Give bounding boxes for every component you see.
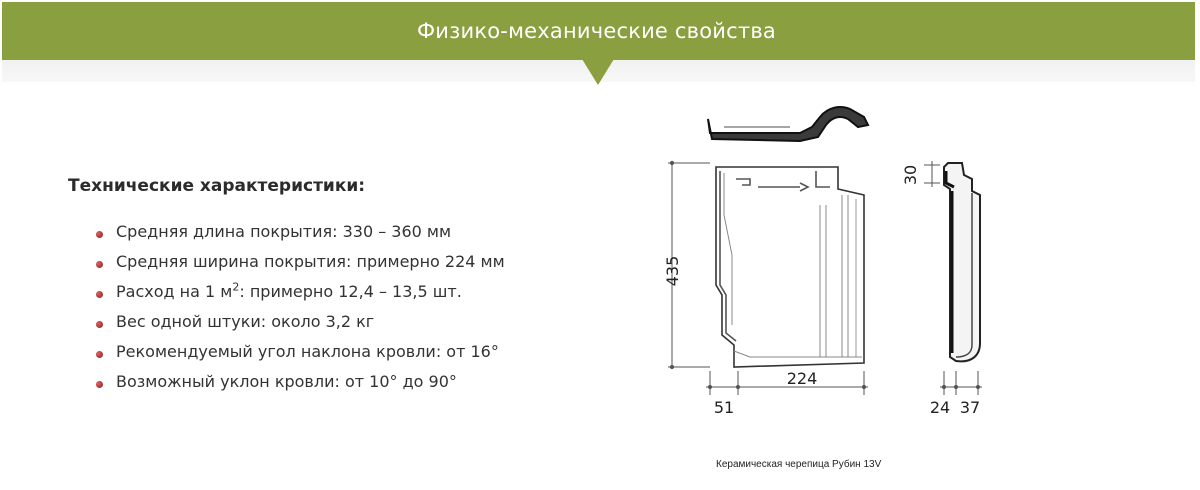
spec-item-weight bbox=[96, 310, 505, 340]
bullet-icon bbox=[96, 381, 103, 388]
dimension-overlap-label: 51 bbox=[713, 398, 735, 417]
tile-side-view bbox=[944, 163, 980, 361]
bullet-icon bbox=[96, 261, 103, 268]
spec-text: Рекомендуемый угол наклона кровли: от 16° bbox=[116, 342, 499, 361]
bullet-icon bbox=[96, 351, 103, 358]
bullet-icon bbox=[96, 321, 103, 328]
spec-item-coverage-width bbox=[96, 250, 505, 280]
spec-text-after: : примерно 12,4 – 13,5 шт. bbox=[239, 282, 462, 301]
spec-superscript: 2 bbox=[232, 280, 240, 294]
dimension-height-label: 435 bbox=[663, 255, 682, 287]
tile-profile-top-view bbox=[708, 107, 868, 141]
spec-text: Возможный уклон кровли: от 10° до 90° bbox=[116, 372, 457, 391]
spec-text: Средняя ширина покрытия: примерно 224 мм bbox=[116, 252, 505, 271]
dimension-side-top-label: 30 bbox=[901, 164, 920, 186]
drawing-caption: Керамическая черепица Рубин 13V bbox=[716, 459, 882, 470]
dimension-width-label: 224 bbox=[786, 369, 818, 388]
bullet-icon bbox=[96, 291, 103, 298]
dimension-side-a-label: 24 bbox=[929, 398, 951, 417]
spec-text: Вес одной штуки: около 3,2 кг bbox=[116, 312, 375, 331]
spec-text: Средняя длина покрытия: 330 – 360 мм bbox=[116, 222, 452, 241]
spec-item-recommended-angle bbox=[96, 340, 505, 370]
tile-front-view bbox=[716, 167, 864, 367]
section-title: Физико-механические свойства bbox=[417, 19, 776, 43]
spec-text bbox=[116, 280, 462, 304]
spec-item-consumption bbox=[96, 280, 505, 310]
spec-item-coverage-length bbox=[96, 220, 505, 250]
spec-item-possible-slope bbox=[96, 370, 505, 400]
specs-heading: Технические характеристики: bbox=[68, 176, 366, 196]
specs-list bbox=[96, 220, 505, 400]
spec-text-before: Расход на 1 м bbox=[116, 282, 233, 301]
dimension-side-b-label: 37 bbox=[959, 398, 981, 417]
header-pointer bbox=[582, 59, 614, 85]
tile-technical-drawing bbox=[650, 95, 990, 425]
bullet-icon bbox=[96, 231, 103, 238]
